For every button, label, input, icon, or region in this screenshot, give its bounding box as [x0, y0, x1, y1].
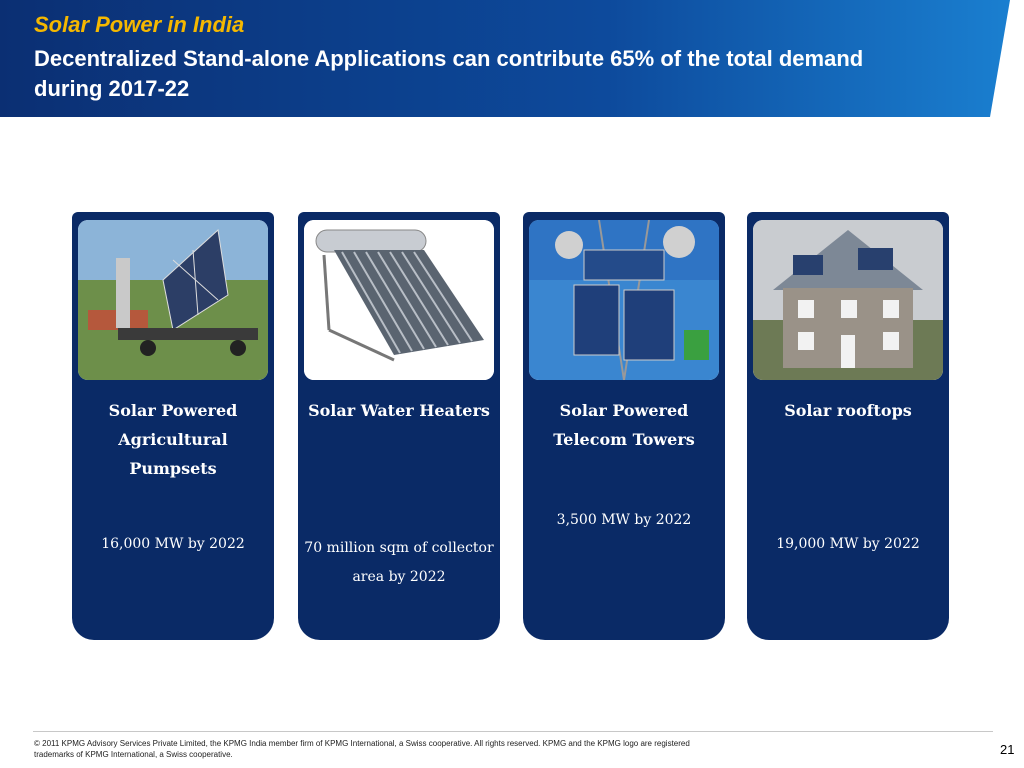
page-number: 21: [1000, 742, 1015, 757]
card-stat: 16,000 MW by 2022: [101, 536, 245, 552]
card-stat: 70 million sqm of collector area by 2022: [304, 540, 494, 585]
card-agricultural-pumpsets: [72, 212, 274, 640]
solar-pump-photo: [78, 220, 268, 380]
card-title: Solar Powered Agricultural Pumpsets: [108, 401, 238, 478]
telecom-tower-photo: [529, 220, 719, 380]
card-stat: 19,000 MW by 2022: [776, 536, 920, 552]
card-stat: 3,500 MW by 2022: [556, 512, 692, 528]
card-solar-rooftops: [747, 212, 949, 640]
card-title: Solar Powered Telecom Towers: [553, 401, 695, 449]
solar-rooftop-photo: [753, 220, 943, 380]
footer-divider: [33, 731, 993, 732]
page-subtitle: Decentralized Stand-alone Applications can contribute 65% of the total demand during 2017-22: [34, 46, 864, 101]
card-water-heaters: [298, 212, 500, 640]
card-title: Solar Water Heaters: [308, 401, 490, 420]
card-telecom-towers: [523, 212, 725, 640]
card-title: Solar rooftops: [784, 401, 912, 420]
water-heater-photo: [304, 220, 494, 380]
page-title: Solar Power in India: [34, 12, 245, 37]
header-banner: [0, 0, 1024, 117]
copyright-notice: © 2011 KPMG Advisory Services Private Limited, the KPMG India member firm of KPMG International, a Swiss cooperative. All rights reserved. KPMG and the KPMG logo are registered trademarks of KPMG International, a Swiss cooperative.: [34, 739, 690, 759]
